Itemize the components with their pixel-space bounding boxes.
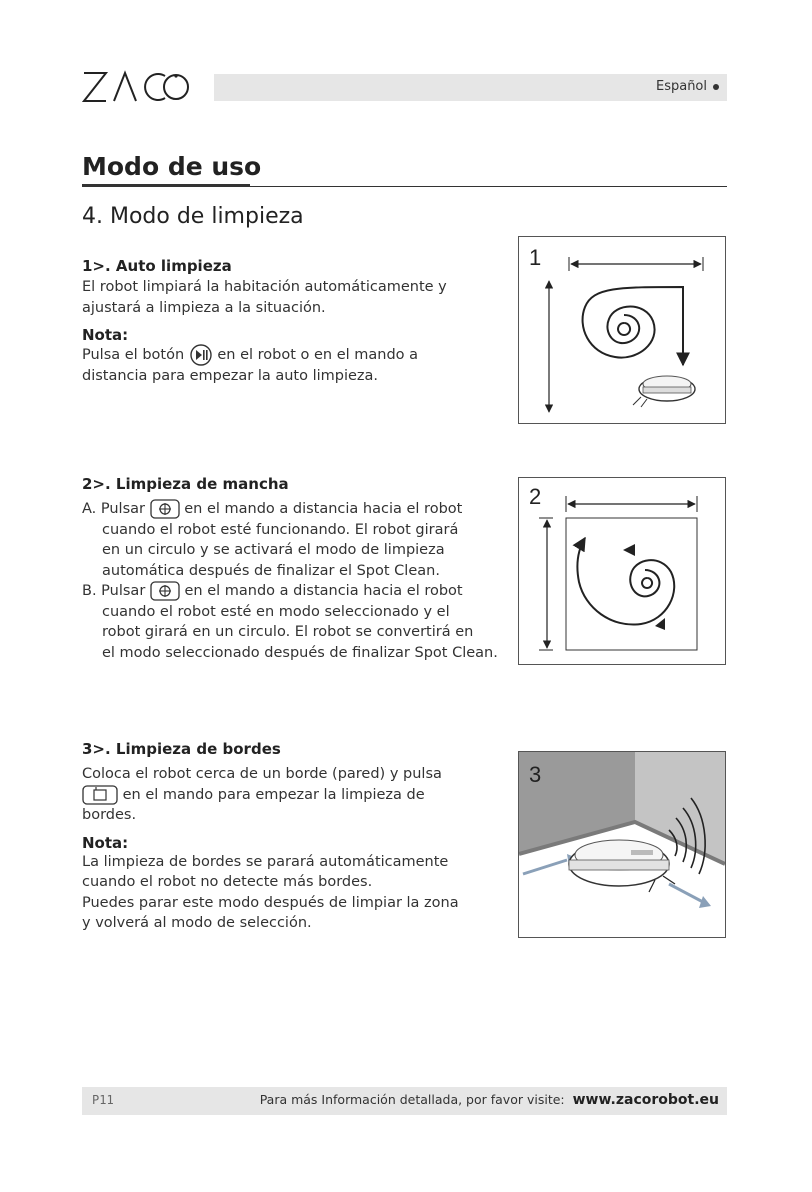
edge-line2-text: en el mando para empezar la limpieza de <box>122 786 425 803</box>
edge-note2: cuando el robot no detecte más bordes. <box>82 874 373 890</box>
footer-url-link[interactable]: www.zacorobot.eu <box>572 1092 719 1108</box>
footer-text <box>260 1092 719 1108</box>
edge-clean-diagram <box>519 752 725 937</box>
spot-b-line3: robot girará en un circulo. El robot se convertirá en <box>102 624 474 640</box>
spot-b-before: B. Pulsar <box>82 583 146 599</box>
page-number: P11 <box>92 1093 114 1107</box>
header-bar <box>214 74 727 101</box>
footer-bar <box>82 1087 727 1115</box>
spot-a-line2: cuando el robot esté funcionando. El robot girará <box>102 521 459 538</box>
auto-note-after: en el robot o en el mando a <box>217 347 419 363</box>
figure-spot-clean <box>518 477 726 665</box>
auto-note-label: Nota: <box>82 326 129 344</box>
figure-auto-clean <box>518 236 726 424</box>
spot-clean-diagram <box>519 478 725 664</box>
auto-line1: El robot limpiará la habitación automáticamente y <box>82 279 447 295</box>
spot-b-line2: cuando el robot esté en modo seleccionado y el <box>102 603 450 620</box>
auto-line2: ajustará a limpieza a la situación. <box>82 299 326 316</box>
auto-clean-section <box>82 257 502 387</box>
figure-number: 1 <box>529 245 542 270</box>
edge-note-label: Nota: <box>82 833 129 852</box>
edge-clean-section <box>82 740 502 934</box>
section-divider <box>82 186 727 187</box>
section-title: Modo de uso <box>82 152 262 181</box>
spot-a-line4: automática después de finalizar el Spot Clean. <box>102 562 440 579</box>
play-pause-icon <box>189 344 213 366</box>
spot-clean-section <box>82 475 512 663</box>
robot-icon <box>633 376 695 407</box>
footer-info-text: Para más Información detallada, por favor visite: <box>259 1092 565 1107</box>
auto-note-before: Pulsa el botón <box>82 347 185 363</box>
bullet-icon <box>713 84 719 90</box>
spot-icon <box>150 581 180 601</box>
spot-a-line3: en un circulo y se activará el modo de limpieza <box>102 542 445 558</box>
spot-icon <box>150 499 180 519</box>
spot-b-after: en el mando a distancia hacia el robot <box>184 583 463 599</box>
auto-note-line1 <box>82 344 502 366</box>
edge-note1: La limpieza de bordes se parará automáticamente <box>82 853 449 870</box>
figure-number: 3 <box>529 762 542 787</box>
figure-edge-clean <box>518 751 726 938</box>
brand-logo <box>82 70 192 104</box>
edge-icon <box>82 785 118 805</box>
spot-heading: 2>. Limpieza de mancha <box>82 475 289 493</box>
edge-note3: Puedes parar este modo después de limpiar la zona <box>82 894 459 911</box>
auto-clean-diagram <box>519 237 725 423</box>
spot-b-line1 <box>82 581 512 602</box>
edge-line2 <box>82 785 502 806</box>
subsection-title: 4. Modo de limpieza <box>82 204 304 229</box>
language-text: Español <box>655 79 707 94</box>
edge-heading: 3>. Limpieza de bordes <box>82 740 281 758</box>
edge-note4: y volverá al modo de selección. <box>82 915 312 931</box>
figure-number: 2 <box>529 484 542 509</box>
spot-a-before: A. Pulsar <box>82 501 145 517</box>
auto-heading: 1>. Auto limpieza <box>82 257 232 275</box>
spot-a-after: en el mando a distancia hacia el robot <box>184 501 463 517</box>
edge-line3: bordes. <box>82 807 137 823</box>
language-label <box>656 79 719 94</box>
spot-a-line1 <box>82 499 512 520</box>
auto-note-line2: distancia para empezar la auto limpieza. <box>82 368 379 384</box>
edge-line1: Coloca el robot cerca de un borde (pared) y pulsa <box>82 766 442 782</box>
spot-b-line4: el modo seleccionado después de finalizar Spot Clean. <box>102 644 498 661</box>
